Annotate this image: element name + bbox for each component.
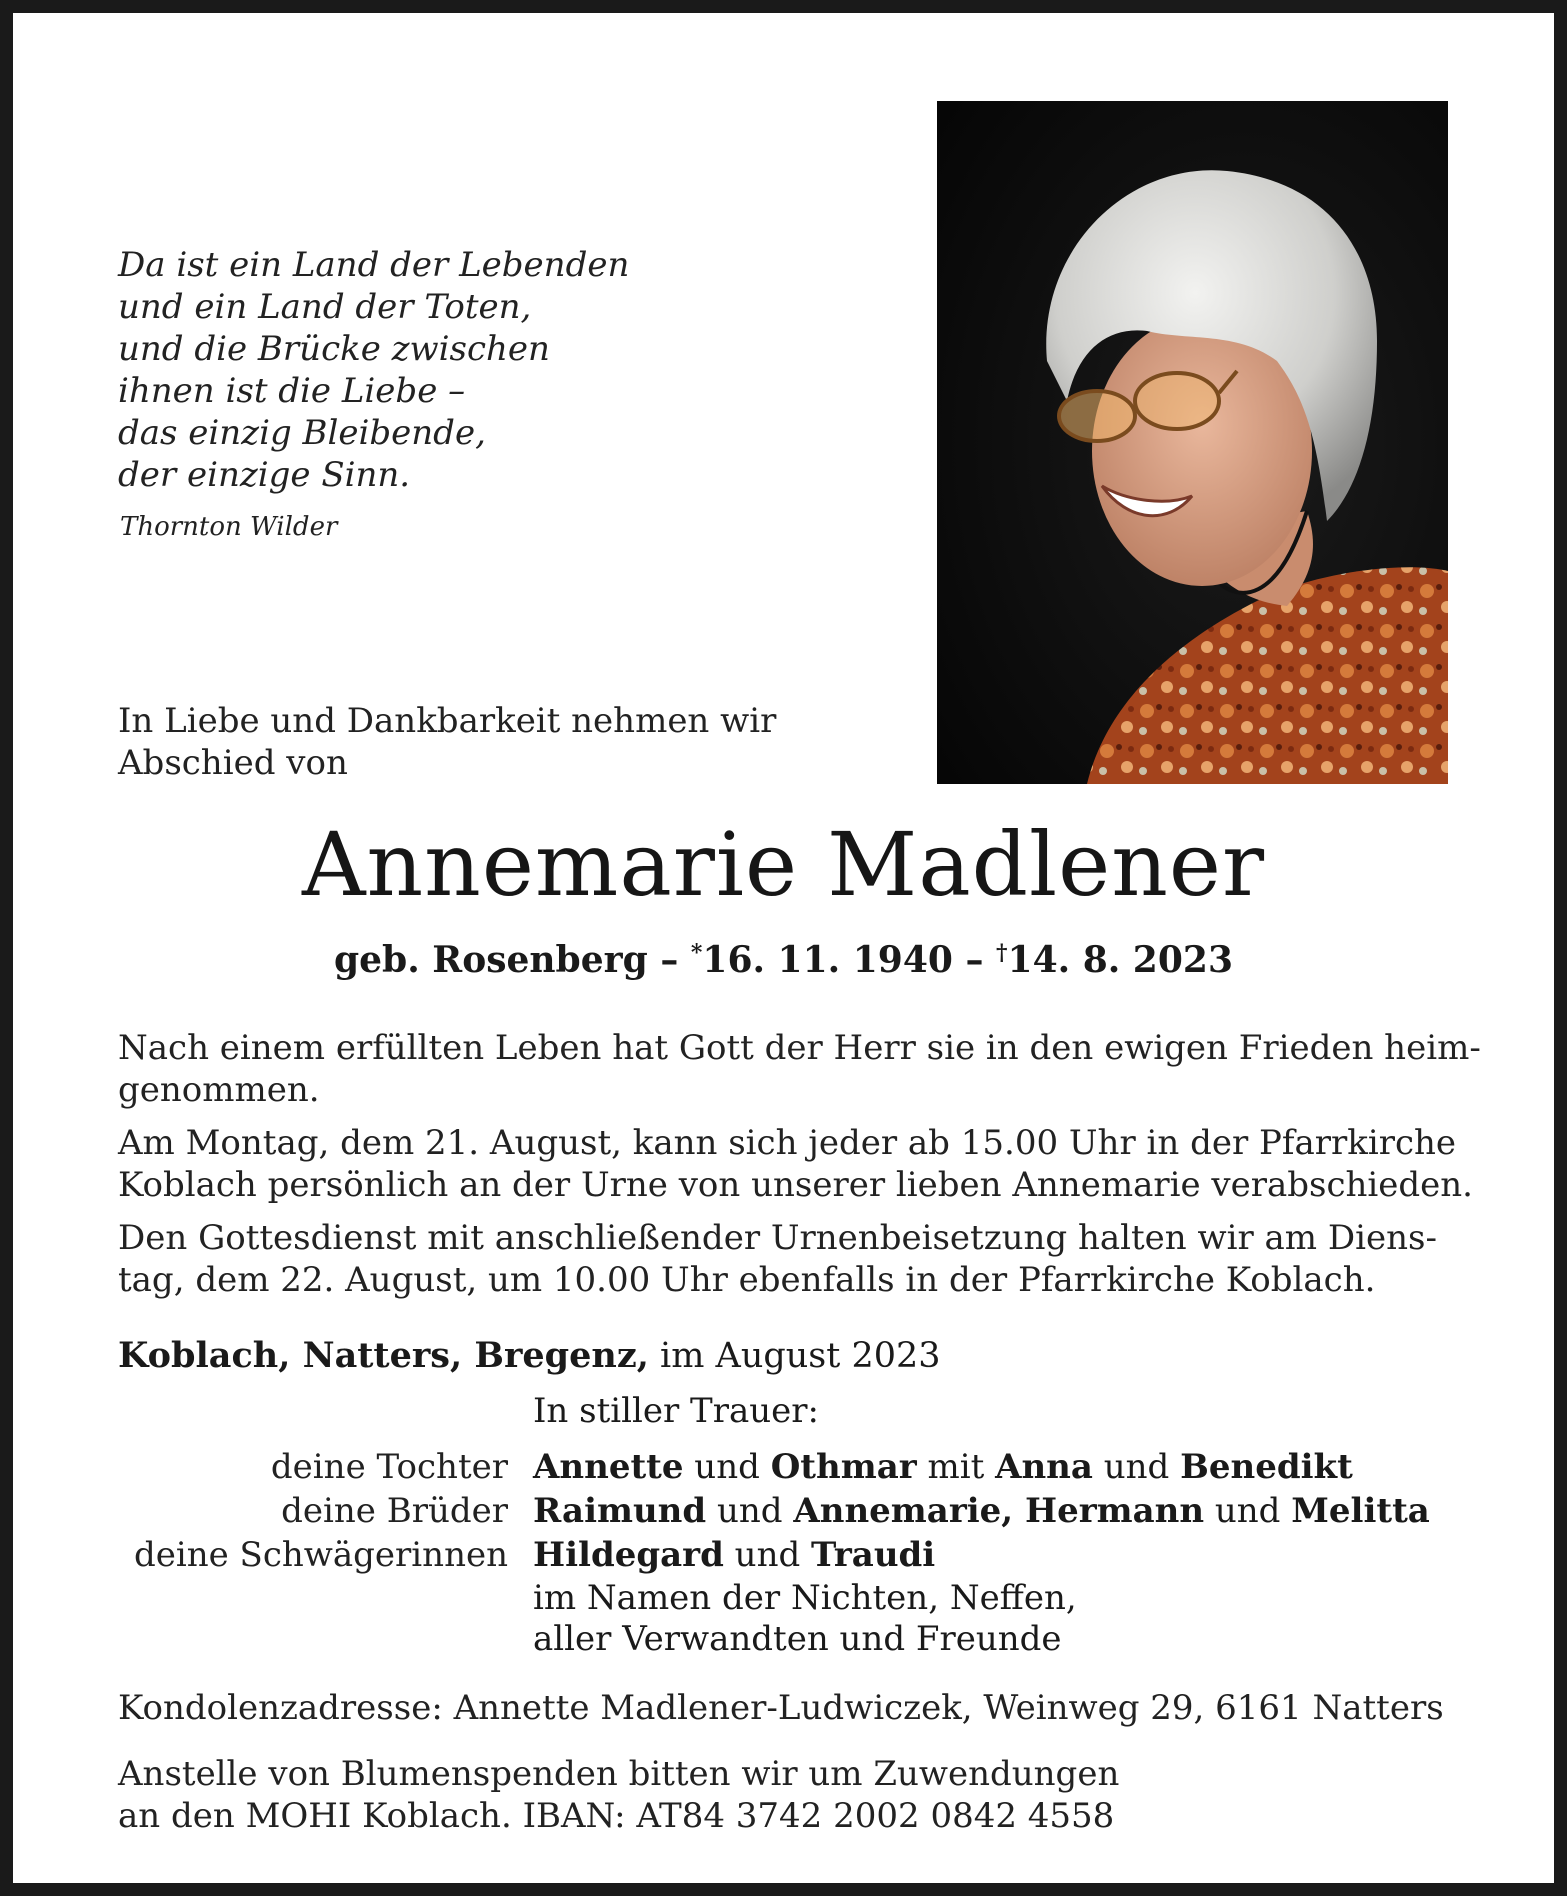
quote-line: das einzig Bleibende, [118, 413, 486, 453]
paragraph-line: Am Montag, dem 21. August, kann sich jeder ab 15.00 Uhr in der Pfarrkirche [118, 1123, 1457, 1163]
life-dates [0, 939, 1567, 981]
paragraph-line: genommen. [118, 1070, 320, 1110]
mourner-name: Benedikt [1180, 1447, 1353, 1487]
separator: – [660, 939, 679, 981]
relation-sisters-in-law: deine Schwägerinnen [133, 1535, 508, 1575]
birth-date: 16. 11. 1940 [702, 939, 953, 981]
mourner-row [533, 1446, 1353, 1488]
portrait-illustration [937, 101, 1448, 784]
birth-name: geb. Rosenberg [333, 939, 648, 981]
paragraph-line: tag, dem 22. August, um 10.00 Uhr ebenfalls in der Pfarrkirche Koblach. [118, 1260, 1376, 1300]
quote-line: der einzige Sinn. [118, 455, 411, 495]
quote-line: ihnen ist die Liebe – [118, 371, 466, 411]
conjunction: und [1204, 1491, 1292, 1531]
donation-line: an den MOHI Koblach. IBAN: AT84 3742 2002 0842 4558 [118, 1796, 1115, 1836]
condolence-line: Kondolenzadresse: Annette Madlener-Ludwiczek, Weinweg 29, 6161 Natters [118, 1688, 1444, 1728]
separator: – [965, 939, 984, 981]
deceased-name: Annemarie Madlener [301, 813, 1266, 916]
mourner-name: Hildegard [533, 1535, 724, 1575]
quote [118, 244, 629, 496]
relation-daughter: deine Tochter [270, 1447, 508, 1487]
intro-line: In Liebe und Dankbarkeit nehmen wir [118, 701, 777, 741]
birth-mark: * [690, 940, 703, 966]
paragraph-line: Den Gottesdienst mit anschließender Urnenbeisetzung halten wir am Diens- [118, 1218, 1437, 1258]
mourner-name: Annette [533, 1447, 684, 1487]
quote-line: und die Brücke zwischen [118, 329, 550, 369]
paragraph-1 [118, 1027, 1481, 1111]
paragraph-3 [118, 1217, 1458, 1301]
place-date [118, 1335, 941, 1376]
paragraph-line: Koblach persönlich an der Urne von unserer lieben Annemarie verabschieden. [118, 1165, 1473, 1205]
conjunction: mit [916, 1447, 996, 1487]
donation-line: Anstelle von Blumenspenden bitten wir um Zuwendungen [118, 1754, 1120, 1794]
mourners-heading: In stiller Trauer: [533, 1391, 819, 1431]
mourner-name: Raimund [533, 1491, 707, 1531]
death-date: 14. 8. 2023 [1007, 939, 1234, 981]
mourner-name: Anna [995, 1447, 1093, 1487]
conjunction: und [683, 1447, 771, 1487]
conjunction: und [706, 1491, 794, 1531]
mourner-name: Othmar [770, 1447, 917, 1487]
intro-line: Abschied von [118, 743, 348, 783]
relation-brothers: deine Brüder [281, 1491, 508, 1531]
mourner-name: Annemarie, Hermann [793, 1491, 1205, 1531]
quote-line: und ein Land der Toten, [118, 287, 532, 327]
mourner-name: Traudi [811, 1535, 936, 1575]
conjunction: und [1092, 1447, 1181, 1487]
mourners-extra: aller Verwandten und Freunde [533, 1619, 1062, 1659]
quote-author: Thornton Wilder [120, 512, 338, 542]
condolence-address [118, 1687, 1458, 1729]
month-year: im August 2023 [648, 1336, 941, 1376]
paragraph-2 [118, 1122, 1473, 1206]
mourner-row [533, 1490, 1430, 1532]
mourner-name: Melitta [1291, 1491, 1430, 1531]
paragraph-line: Nach einem erfüllten Leben hat Gott der Herr sie in den ewigen Frieden heim- [118, 1028, 1481, 1068]
donation-note [118, 1753, 1458, 1837]
mourner-row [533, 1534, 935, 1576]
portrait-photo [937, 101, 1448, 784]
death-mark: † [996, 940, 1008, 966]
intro-text [118, 700, 776, 784]
conjunction: und [723, 1535, 812, 1575]
quote-line: Da ist ein Land der Lebenden [118, 245, 630, 285]
places: Koblach, Natters, Bregenz, [118, 1335, 649, 1376]
mourners-extra: im Namen der Nichten, Neffen, [533, 1578, 1077, 1618]
